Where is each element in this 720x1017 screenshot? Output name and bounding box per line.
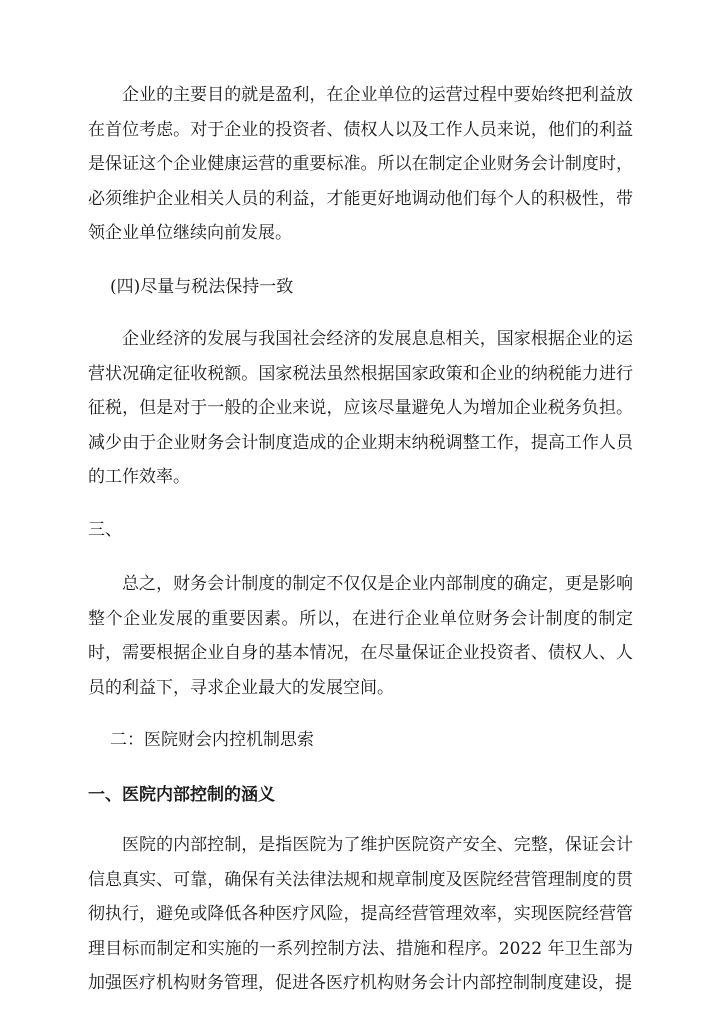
paragraph-profit: 企业的主要目的就是盈利，在企业单位的运营过程中要始终把利益放在首位考虑。对于企业的投资者、债权人以及工作人员来说，他们的利益是保证这个企业健康运营的重要标准。所以在制定企业财务会计制度时，必须维护企业相关人员的利益，才能更好地调动他们每个人的积极性，带领企业单位继续向前发展。 bbox=[88, 85, 633, 243]
paragraph-hospital: 医院的内部控制，是指医院为了维护医院资产安全、完整，保证会计信息真实、可靠，确保有关法律法规和规章制度及医院经营管理制度的贯彻执行，避免或降低各种医疗风险，提高经营管理效率，实现医院经营管理目标而制定和实施的一系列控制方法、措施和程序。2022 年卫生部为加强医疗机构财务管理，促进各医疗机构财务会计内部控制制度建设，提 bbox=[88, 835, 633, 993]
heading-hospital-title: 二：医院财会内控机制思索 bbox=[110, 730, 314, 750]
heading-tax-consistency: (四)尽量与税法保持一致 bbox=[110, 276, 294, 297]
heading-hospital-internal-control: 一、医院内部控制的涵义 bbox=[88, 784, 275, 805]
document-page bbox=[88, 78, 633, 1001]
paragraph-tax: 企业经济的发展与我国社会经济的发展息息相关，国家根据企业的运营状况确定征收税额。国家税法虽然根据国家政策和企业的纳税能力进行征税，但是对于一般的企业来说，应该尽量避免人为增加企业税务负担。减少由于企业财务会计制度造成的企业期末纳税调整工作，提高工作人员的工作效率。 bbox=[88, 329, 633, 487]
heading-section-three: 三、 bbox=[88, 519, 122, 540]
paragraph-conclusion: 总之，财务会计制度的制定不仅仅是企业内部制度的确定，更是影响整个企业发展的重要因素。所以，在进行企业单位财务会计制度的制定时，需要根据企业自身的基本情况，在尽量保证企业投资者、债权人、人员的利益下，寻求企业最大的发展空间。 bbox=[88, 574, 633, 698]
